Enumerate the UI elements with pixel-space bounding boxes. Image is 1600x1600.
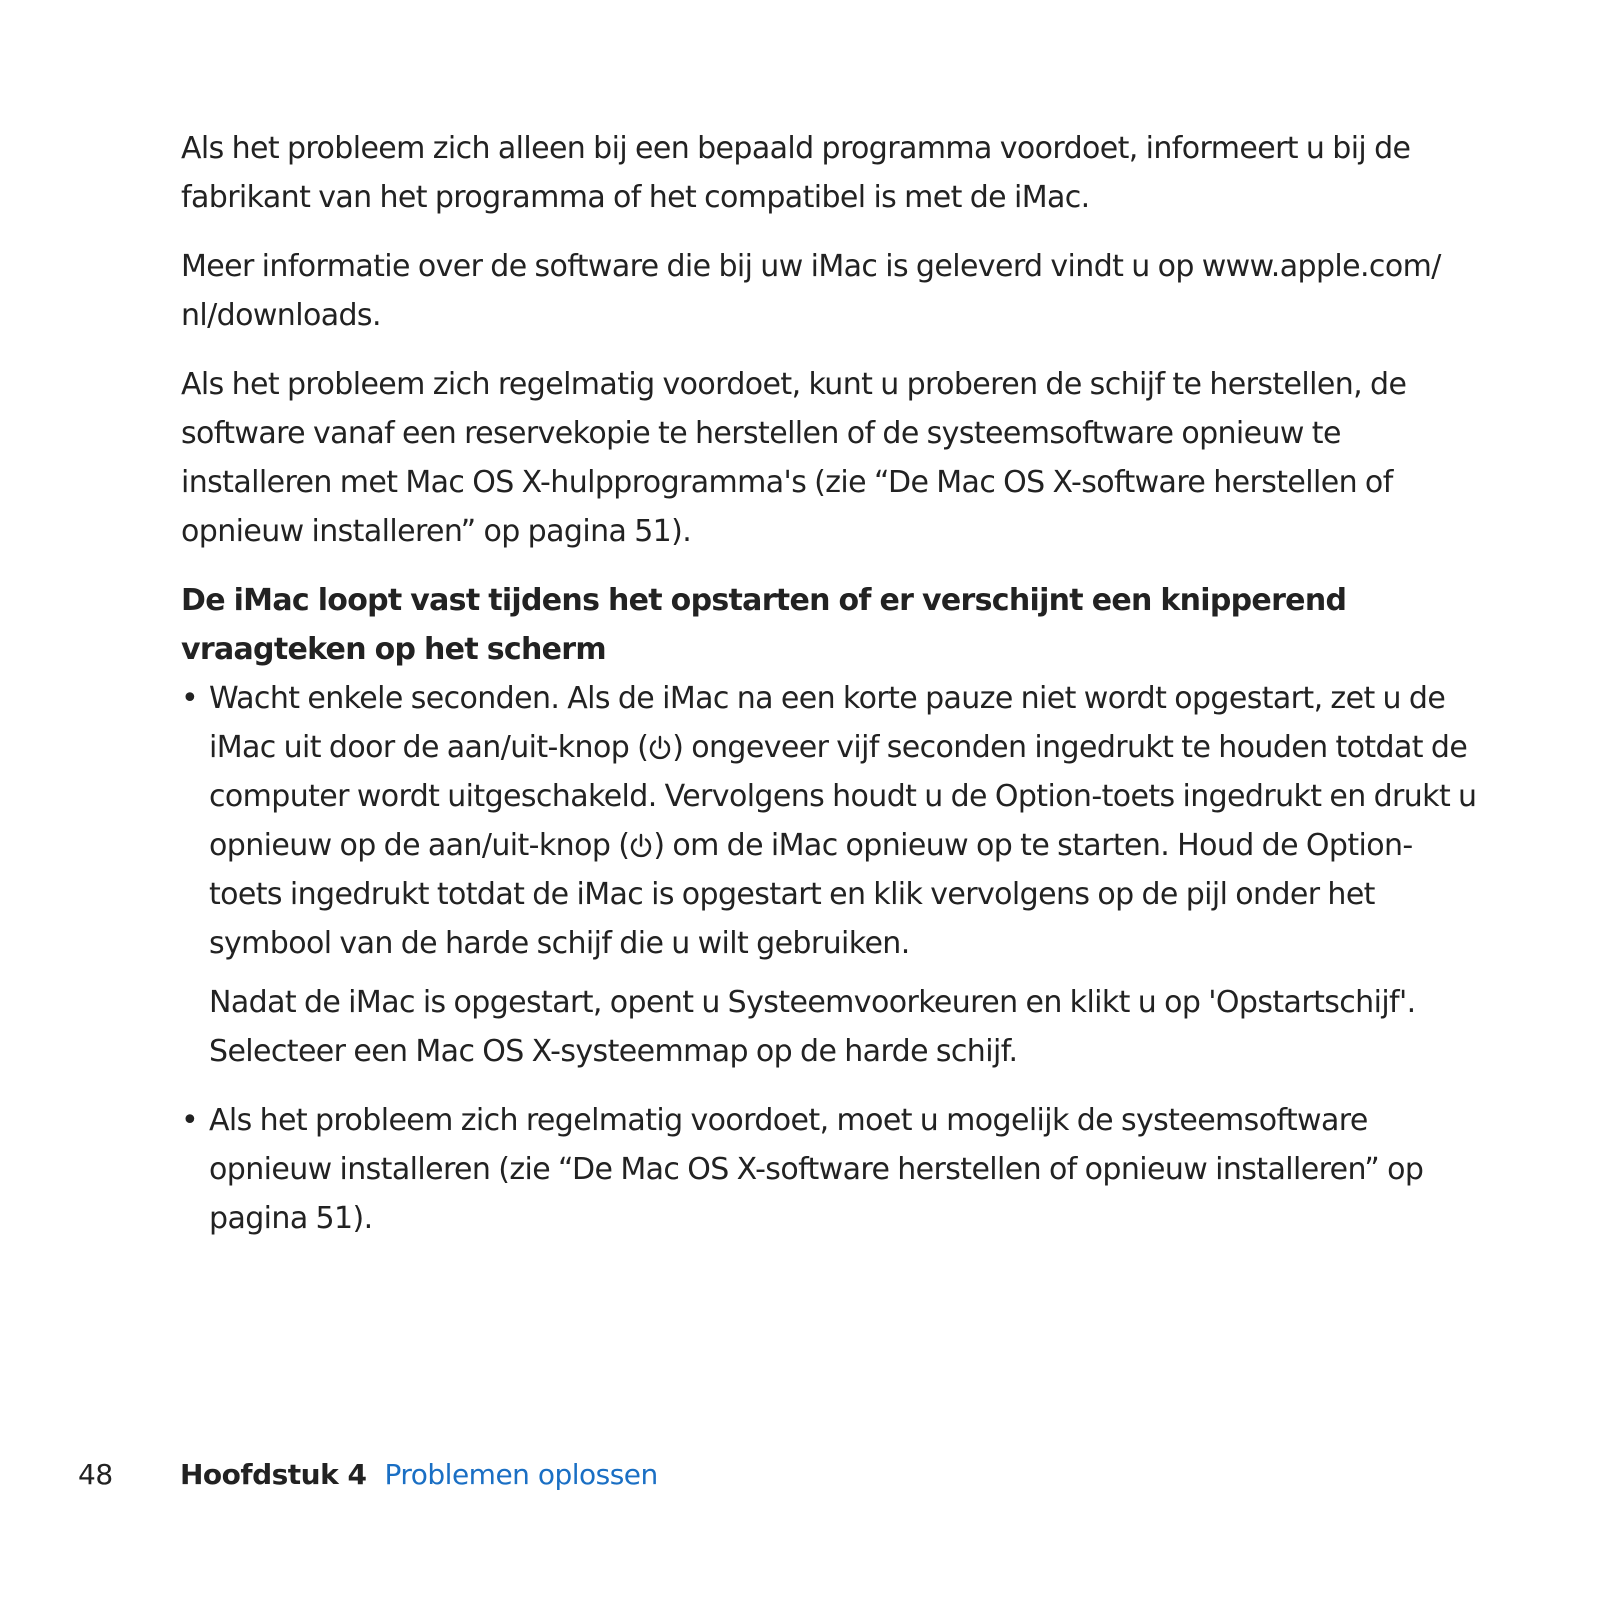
list-item xyxy=(181,674,1481,1076)
page-number: 48 xyxy=(78,1458,113,1491)
bullet-1-text-part3: ) om de iMac opnieuw op te starten. Houd de Option-toets ingedrukt totdat de iMac is opgestart en klik vervolgens op de pijl onder het symbool van de harde schijf die u wilt gebruiken. xyxy=(209,828,1413,961)
chapter-label: Hoofdstuk 4 xyxy=(180,1458,367,1491)
bullet-2-text: Als het probleem zich regelmatig voordoet, moet u mogelijk de systeemsoftware opnieuw installeren (zie “De Mac OS X-software herstellen of opnieuw installeren” op pagina 51). xyxy=(209,1103,1424,1236)
paragraph-program-issue: Als het probleem zich alleen bij een bepaald programma voordoet, informeert u bij de fabrikant van het programma of het compatibel is met de iMac. xyxy=(181,131,1411,215)
bullet-1-text-part2: ) ongeveer vijf seconden ingedrukt te houden totdat de computer wordt uitgeschakeld. Vervolgens houdt u de Option-toets ingedrukt en drukt u opnieuw op de aan/uit-knop ( xyxy=(209,730,1477,863)
page-content xyxy=(181,124,1481,1263)
bullet-list xyxy=(181,674,1481,1243)
paragraph-more-info: Meer informatie over de software die bij uw iMac is geleverd vindt u op www.apple.com/ nl/downloads. xyxy=(181,249,1441,333)
paragraph-recurring-issue: Als het probleem zich regelmatig voordoet, kunt u proberen de schijf te herstellen, de software vanaf een reservekopie te herstellen of de systeemsoftware opnieuw te installeren met Mac OS X-hulpprogramma's (zie “De Mac OS X-software herstellen of opnieuw installeren” op pagina 51). xyxy=(181,367,1407,549)
power-icon xyxy=(648,735,672,761)
bullet-1-text-part1: Wacht enkele seconden. Als de iMac na een korte pauze niet wordt opgestart, zet u de iMac uit door de aan/uit-knop ( xyxy=(209,681,1446,765)
power-icon xyxy=(629,833,653,859)
bullet-marker: • xyxy=(181,1103,199,1138)
bullet-1-followup: Nadat de iMac is opgestart, opent u Systeemvoorkeuren en klikt u op 'Opstartschijf'. Selecteer een Mac OS X-systeemmap op de harde schijf. xyxy=(209,985,1416,1069)
section-link[interactable]: Problemen oplossen xyxy=(384,1458,658,1491)
list-item xyxy=(181,1096,1481,1243)
section-heading: De iMac loopt vast tijdens het opstarten of er verschijnt een knipperend vraagteken op het scherm xyxy=(181,583,1347,667)
bullet-marker: • xyxy=(181,681,199,716)
page-footer xyxy=(78,1455,658,1495)
bullet-1-text xyxy=(209,674,1481,968)
